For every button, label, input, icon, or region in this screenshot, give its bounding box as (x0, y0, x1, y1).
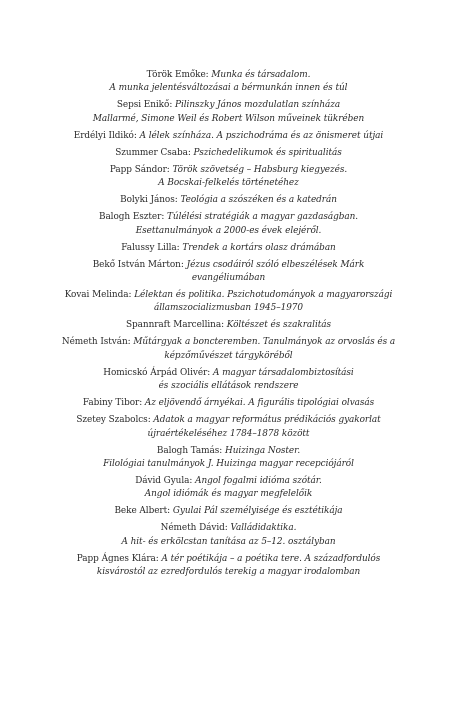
entry-title-continued: Angol idiómák és magyar megfelelőik (144, 489, 313, 500)
entry-title: Pilinszky János mozdulatlan színháza (175, 100, 341, 111)
entry-line: Spannraft Marcellina: Költészet és szakralitás (126, 320, 331, 331)
entry-author: Sepsi Enikő (116, 100, 170, 111)
book-entry (48, 336, 409, 363)
entry-title: Munka és társadalom. (211, 70, 311, 80)
entry-title-continued: képzőművészet tárgyköréből (164, 350, 293, 361)
entry-author: Bolyki János (120, 195, 175, 206)
entry-author: Bekő István Márton (92, 259, 181, 270)
entry-author: Homicskó Árpád Olivér (103, 367, 208, 378)
entry-author: Spannraft Marcellina (126, 320, 222, 331)
entry-line: Papp Ágnes Klára: A tér poétikája – a poétika tere. A századfordulós (76, 553, 381, 564)
entry-author: Kovai Melinda (64, 290, 129, 301)
entry-title-continued: evangéliumában (191, 273, 266, 284)
entry-author: Balogh Eszter (98, 212, 162, 223)
entry-line: Dávid Gyula: Angol fogalmi idióma szótár. (135, 476, 322, 487)
book-entry (48, 69, 409, 96)
entry-title: Teológia a szószéken és a katedrán (180, 195, 337, 206)
book-entry (48, 99, 409, 126)
entry-author: Török Emőke (146, 70, 206, 80)
entry-author: Németh Dávid (160, 523, 225, 534)
entry-line: Sepsi Enikő: Pilinszky János mozdulatlan színháza (116, 100, 341, 111)
entry-title: A lélek színháza. A pszichodráma és az önismeret útjai (139, 130, 384, 141)
entry-title-continued: kisvárostól az ezredfordulós terekig a magyar irodalomban (96, 567, 361, 578)
entry-line: Török Emőke: Munka és társadalom. (146, 70, 311, 80)
entry-title-continued: újraértékeléséhez 1784–1878 között (147, 428, 310, 439)
entry-title: Pszichedelikumok és spiritualitás (193, 147, 342, 158)
entry-author: Dávid Gyula (135, 476, 190, 487)
entry-line: Balogh Eszter: Túlélési stratégiák a magyar gazdaságban. (98, 212, 359, 223)
entry-title: Adatok a magyar református prédikációs gyakorlat (153, 415, 381, 426)
entry-author: Erdélyi Ildikó (73, 130, 134, 141)
entry-author: Szummer Csaba (115, 147, 188, 158)
entry-line: Beke Albert: Gyulai Pál személyisége és esztétikája (114, 506, 343, 517)
entry-title: Trendek a kortárs olasz drámában (182, 242, 336, 253)
entry-line: Balogh Tamás: Huizinga Noster. (156, 445, 301, 456)
entry-line: Szetey Szabolcs: Adatok a magyar református prédikációs gyakorlat (76, 415, 381, 426)
entry-author: Balogh Tamás (156, 445, 220, 456)
entry-title-continued: A munka jelentésváltozásai a bérmunkán innen és túl (109, 83, 348, 94)
book-entry (48, 522, 409, 549)
book-list (48, 69, 409, 583)
entry-title: Gyulai Pál személyisége és esztétikája (172, 506, 343, 517)
entry-title: Valládidaktika. (230, 523, 297, 534)
entry-title-continued: Esettanulmányok a 2000-es évek elejéről. (135, 225, 322, 236)
entry-title: Jézus csodáiról szóló elbeszélések Márk (186, 259, 365, 270)
entry-title: A tér poétikája – a poétika tere. A századfordulós (161, 553, 381, 564)
entry-title-continued: Filológiai tanulmányok J. Huizinga magyar recepciójáról (103, 459, 354, 470)
entry-title: Angol fogalmi idióma szótár. (195, 476, 322, 487)
entry-author: Papp Sándor (109, 164, 167, 175)
entry-author: Németh István (61, 337, 128, 348)
book-entry (48, 130, 409, 143)
entry-title: Költészet és szakralitás (226, 320, 331, 331)
book-entry (48, 147, 409, 160)
entry-line: Erdélyi Ildikó: A lélek színháza. A pszichodráma és az önismeret útjai (73, 130, 384, 141)
entry-author: Falussy Lilla (121, 242, 177, 253)
entry-line: Németh István: Műtárgyak a boncteremben. Tanulmányok az orvoslás és a (61, 337, 396, 348)
book-entry (48, 475, 409, 502)
entry-title: Túlélési stratégiák a magyar gazdaságban. (167, 212, 359, 223)
entry-line: Falussy Lilla: Trendek a kortárs olasz drámában (121, 242, 336, 253)
entry-author: Beke Albert (114, 506, 168, 517)
entry-line: Németh Dávid: Valládidaktika. (160, 523, 297, 534)
entry-line: Fabiny Tibor: Az eljövendő árnyékai. A figurális tipológiai olvasás (82, 398, 375, 409)
entry-line: Bolyki János: Teológia a szószéken és a katedrán (120, 195, 337, 206)
entry-title: A magyar társadalombiztosítási (212, 367, 354, 378)
book-entry (48, 164, 409, 191)
book-entry (48, 319, 409, 332)
entry-title: Huizinga Noster. (225, 445, 301, 456)
entry-title-continued: államszocializmusban 1945–1970 (153, 303, 303, 314)
entry-line: Bekő István Márton: Jézus csodáiról szóló elbeszélések Márk (92, 259, 365, 270)
entry-line: Papp Sándor: Török szövetség – Habsburg kiegyezés. (109, 164, 348, 175)
book-entry (48, 289, 409, 316)
book-entry (48, 211, 409, 238)
book-entry (48, 397, 409, 410)
book-entry (48, 553, 409, 580)
entry-author: Fabiny Tibor (82, 398, 140, 409)
entry-title: Műtárgyak a boncteremben. Tanulmányok az orvoslás és a (133, 337, 396, 348)
book-entry (48, 194, 409, 207)
entry-title-continued: Mallarmé, Simone Weil és Robert Wilson műveinek tükrében (92, 113, 365, 124)
book-entry (48, 414, 409, 441)
book-entry (48, 259, 409, 286)
entry-title-continued: A Bocskai-felkelés történetéhez (158, 178, 299, 189)
entry-author: Szetey Szabolcs (76, 415, 148, 426)
entry-author: Papp Ágnes Klára (76, 553, 156, 564)
entry-title: Török szövetség – Habsburg kiegyezés. (172, 164, 348, 175)
entry-title-continued: és szociális ellátások rendszere (158, 381, 299, 392)
book-entry (48, 367, 409, 394)
entry-line: Szummer Csaba: Pszichedelikumok és spiritualitás (115, 147, 342, 158)
entry-line: Homicskó Árpád Olivér: A magyar társadalombiztosítási (103, 367, 354, 378)
entry-title-continued: A hit- és erkölcstan tanítása az 5–12. osztályban (121, 536, 336, 547)
entry-line: Kovai Melinda: Lélektan és politika. Pszichotudományok a magyarországi (64, 290, 393, 301)
book-entry (48, 242, 409, 255)
entry-title: Lélektan és politika. Pszichotudományok a magyarországi (134, 290, 393, 301)
book-entry (48, 505, 409, 518)
book-entry (48, 445, 409, 472)
entry-title: Az eljövendő árnyékai. A figurális tipológiai olvasás (144, 398, 375, 409)
